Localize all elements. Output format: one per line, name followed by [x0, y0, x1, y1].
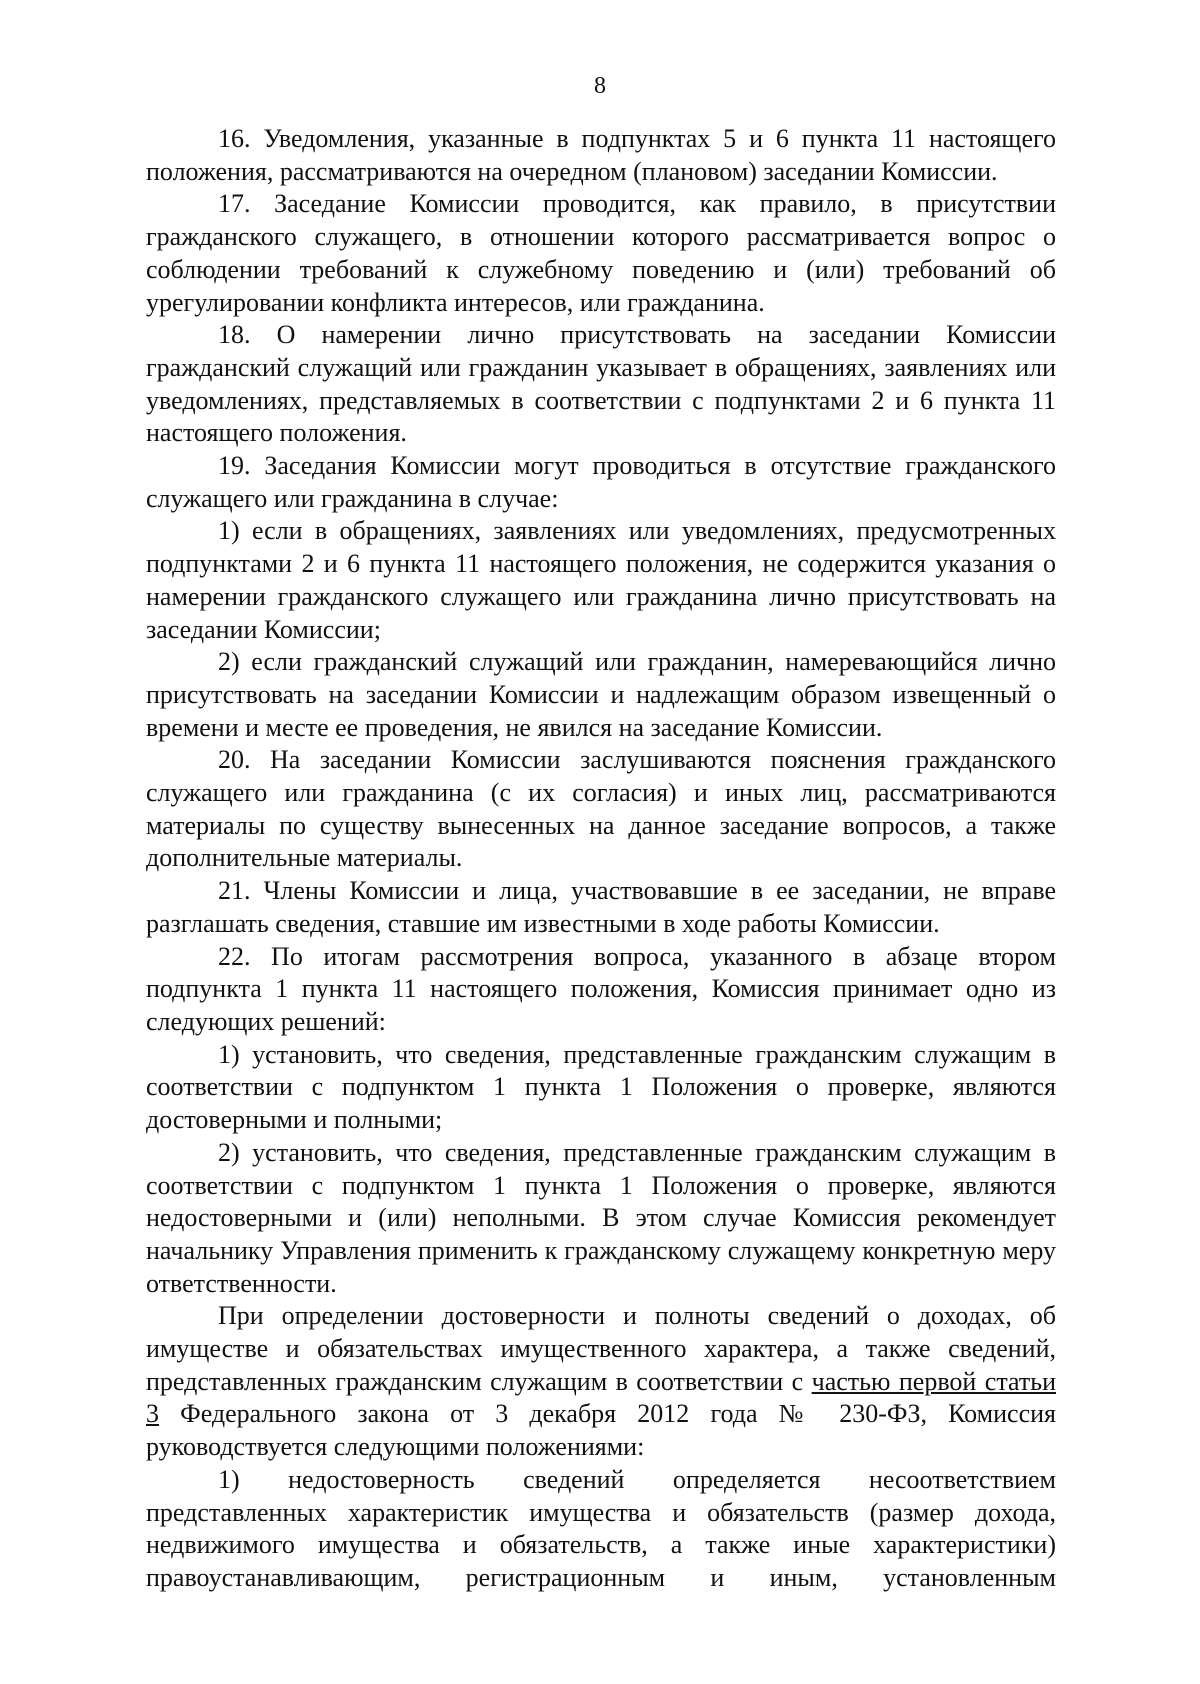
paragraph-determination — [146, 1300, 1056, 1464]
paragraph-16: 16. Уведомления, указанные в подпунктах 5 и 6 пункта 11 настоящего положения, рассматриваются на очередном (плановом) заседании Комиссии. — [146, 124, 1056, 186]
paragraph-22-item-2: 2) установить, что сведения, представленные гражданским служащим в соответствии с подпунктом 1 пункта 1 Положения о проверке, являются недостоверными и (или) неполными. В этом случае Комиссия рекомендует начальнику Управления применить к гражданскому служащему конкретную меру ответственности. — [146, 1137, 1056, 1298]
paragraph-19-item-1: 1) если в обращениях, заявлениях или уведомлениях, предусмотренных подпунктами 2 и 6 пункта 11 настоящего положения, не содержится указания о намерении гражданского служащего или гражданина лично присутствовать на заседании Комиссии; — [146, 516, 1056, 644]
page-number: 8 — [594, 73, 606, 99]
paragraph-19: 19. Заседания Комиссии могут проводиться в отсутствие гражданского служащего или гражданина в случае: — [146, 451, 1056, 513]
document-body — [146, 123, 1056, 1595]
paragraph-17: 17. Заседание Комиссии проводится, как правило, в присутствии гражданского служащего, в отношении которого рассматривается вопрос о соблюдении требований к служебному поведению и (или) требований об урегулировании конфликта интересов, или гражданина. — [146, 189, 1056, 317]
determination-text-after-link: Федерального закона от 3 декабря 2012 года № 230-ФЗ, Комиссия руководствуется следующими положениями: — [146, 1399, 1056, 1462]
paragraph-21: 21. Члены Комиссии и лица, участвовавшие в ее заседании, не вправе разглашать сведения, ставшие им известными в ходе работы Комиссии. — [146, 876, 1056, 938]
law-article-link[interactable]: частью первой статьи 3 — [146, 1366, 1056, 1429]
paragraph-22: 22. По итогам рассмотрения вопроса, указанного в абзаце втором подпункта 1 пункта 11 настоящего положения, Комиссия принимает одно из следующих решений: — [146, 941, 1056, 1036]
paragraph-determination-item-1: 1) недостоверность сведений определяется несоответствием представленных характеристик имущества и обязательств (размер дохода, недвижимого имущества и обязательств, а также иные характеристики) правоустанавливающим, регистрационным и иным, установленным — [146, 1464, 1056, 1592]
paragraph-20: 20. На заседании Комиссии заслушиваются пояснения гражданского служащего или гражданина (с их согласия) и иных лиц, рассматриваются материалы по существу вынесенных на данное заседание вопросов, а также дополнительные материалы. — [146, 745, 1056, 873]
paragraph-22-item-1: 1) установить, что сведения, представленные гражданским служащим в соответствии с подпунктом 1 пункта 1 Положения о проверке, являются достоверными и полными; — [146, 1039, 1056, 1135]
paragraph-18: 18. О намерении лично присутствовать на заседании Комиссии гражданский служащий или гражданин указывает в обращениях, заявлениях или уведомлениях, представляемых в соответствии с подпунктами 2 и 6 пункта 11 настоящего положения. — [146, 320, 1056, 448]
paragraph-19-item-2: 2) если гражданский служащий или гражданин, намеревающийся лично присутствовать на заседании Комиссии и надлежащим образом извещенный о времени и месте ее проведения, не явился на заседание Комиссии. — [146, 647, 1056, 742]
determination-text-before-link: При определении достоверности и полноты сведений о доходах, об имуществе и обязательствах имущественного характера, а также сведений, представленных гражданским служащим в соответствии с — [146, 1301, 1056, 1396]
